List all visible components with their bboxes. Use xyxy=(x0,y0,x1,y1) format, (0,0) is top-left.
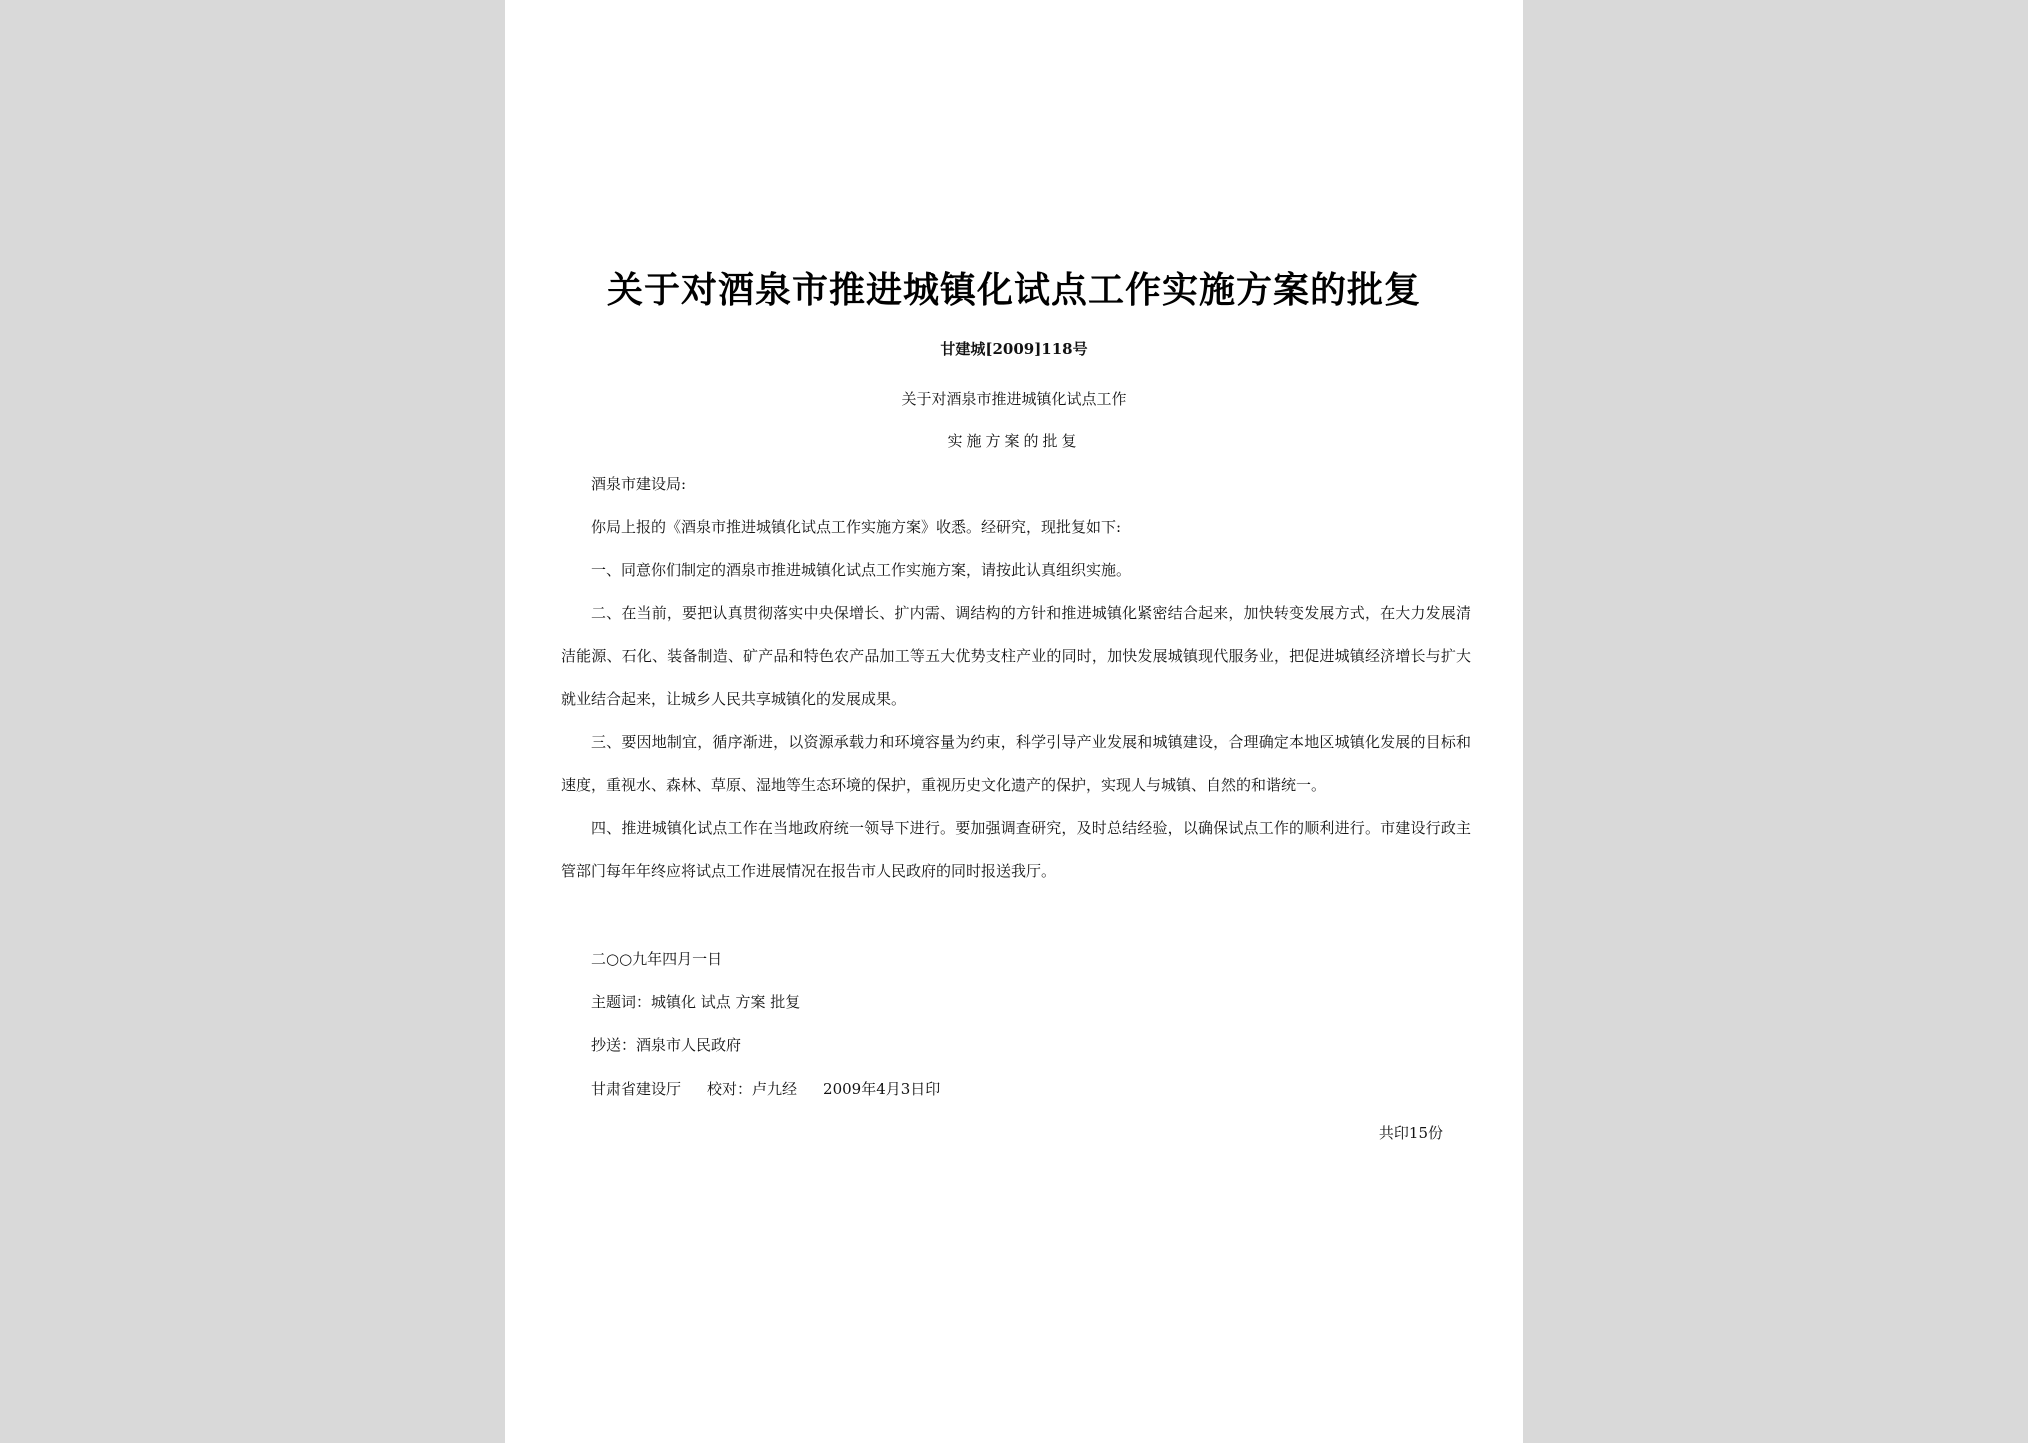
addressee: 酒泉市建设局: xyxy=(591,475,687,493)
paragraph-intro: 你局上报的《酒泉市推进城镇化试点工作实施方案》收悉。经研究，现批复如下: xyxy=(591,518,1122,536)
issue-date: 二○○九年四月一日 xyxy=(591,950,723,968)
subtitle-line-1: 关于对酒泉市推进城镇化试点工作 xyxy=(901,390,1127,408)
document-body xyxy=(561,463,1471,893)
subtitle-line-2: 实施方案的批复 xyxy=(947,432,1081,450)
proofreader: 校对：卢九经 xyxy=(707,1080,798,1098)
copies-count: 共印15份 xyxy=(1378,1124,1443,1142)
footer-line xyxy=(591,1078,940,1099)
keywords-line: 主题词：城镇化 试点 方案 批复 xyxy=(591,993,801,1011)
cc-line: 抄送：酒泉市人民政府 xyxy=(591,1036,742,1054)
document-title: 关于对酒泉市推进城镇化试点工作实施方案的批复 xyxy=(606,269,1421,311)
paragraph-4: 四、推进城镇化试点工作在当地政府统一领导下进行。要加强调查研究，及时总结经验，以确保试点工作的顺利进行。市建设行政主管部门每年年终应将试点工作进展情况在报告市人民政府的同时报送我厅。 xyxy=(561,819,1471,880)
issuer: 甘肃省建设厅 xyxy=(591,1080,682,1098)
print-date: 2009年4月3日印 xyxy=(823,1080,941,1098)
paragraph-1: 一、同意你们制定的酒泉市推进城镇化试点工作实施方案，请按此认真组织实施。 xyxy=(591,561,1132,579)
paragraph-2: 二、在当前，要把认真贯彻落实中央保增长、扩内需、调结构的方针和推进城镇化紧密结合起来，加快转变发展方式，在大力发展清洁能源、石化、装备制造、矿产品和特色农产品加工等五大优势支柱产业的同时，加快发展城镇现代服务业，把促进城镇经济增长与扩大就业结合起来，让城乡人民共享城镇化的发展成果。 xyxy=(561,604,1471,708)
document-page xyxy=(505,0,1523,1443)
paragraph-3: 三、要因地制宜，循序渐进，以资源承载力和环境容量为约束，科学引导产业发展和城镇建设，合理确定本地区城镇化发展的目标和速度，重视水、森林、草原、湿地等生态环境的保护，重视历史文化遗产的保护，实现人与城镇、自然的和谐统一。 xyxy=(561,733,1471,794)
document-number: 甘建城[2009]118号 xyxy=(940,340,1088,358)
